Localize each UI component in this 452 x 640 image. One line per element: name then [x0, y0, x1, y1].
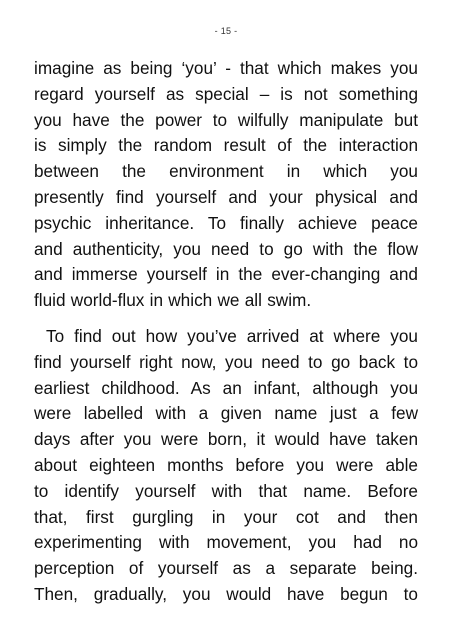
page-number: - 15 -	[214, 26, 238, 36]
text-line: perception of yourself as a separate being.	[34, 558, 418, 579]
text-line: regard yourself as special – is not something	[34, 83, 418, 104]
text-line: find yourself right now, you need to go back to	[34, 351, 418, 372]
text-line: that, first gurgling in your cot and then	[34, 506, 418, 527]
text-line: imagine as being ‘you’ - that which makes you	[34, 58, 418, 78]
text-line: you have the power to wilfully manipulate but	[34, 109, 418, 130]
text-line: and authenticity, you need to go with the flow	[34, 238, 418, 259]
text-line: psychic inheritance. To finally achieve peace	[34, 212, 418, 233]
text-line: between the environment in which you	[34, 161, 418, 182]
text-line: about eighteen months before you were able	[34, 454, 418, 475]
text-line: days after you were born, it would have taken	[34, 429, 418, 450]
text-line: is simply the random result of the interaction	[34, 135, 418, 156]
text-line: to identify yourself with that name. Before	[34, 480, 418, 501]
text-line: Then, gradually, you would have begun to	[34, 583, 418, 604]
text-line: and immerse yourself in the ever-changing and	[34, 264, 418, 285]
text-line: earliest childhood. As an infant, although you	[34, 377, 418, 398]
text-line: To find out how you’ve arrived at where you	[46, 325, 418, 346]
text-line: were labelled with a given name just a few	[34, 403, 418, 424]
text-line: fluid world-flux in which we all swim.	[34, 290, 312, 311]
text-line: presently find yourself and your physical and	[34, 186, 418, 207]
paragraph-gap	[34, 314, 418, 324]
body-text	[34, 56, 418, 608]
text-line: experimenting with movement, you had no	[34, 532, 418, 553]
